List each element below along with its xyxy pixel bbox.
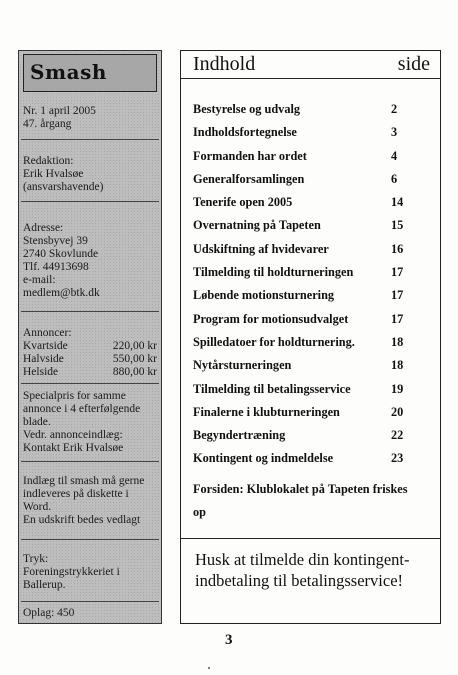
- special-line: Specialpris for samme: [23, 390, 126, 402]
- toc-entry-page: 6: [391, 171, 398, 186]
- ad-rate-name: Helside: [23, 366, 59, 378]
- toc-entry-title: Finalerne i klubturneringen: [193, 404, 340, 419]
- toc-entry-page: 18: [391, 358, 404, 373]
- toc-list: [193, 102, 433, 475]
- toc-entry-page: 17: [391, 265, 404, 280]
- toc-entry-title: Udskiftning af hvidevarer: [193, 241, 329, 256]
- submission-info: [23, 475, 144, 527]
- editor-name: Erik Hvalsøe: [23, 168, 84, 180]
- ad-rate-price: 550,00 kr: [112, 353, 157, 365]
- ad-contact-line: Kontakt Erik Hvalsøe: [23, 442, 124, 454]
- toc-entry: [193, 195, 433, 218]
- email: medlem@btk.dk: [23, 287, 100, 299]
- submission-line: indleveres på diskette i: [23, 488, 129, 500]
- toc-page-header: side: [397, 53, 430, 75]
- submission-line: Word.: [23, 501, 52, 513]
- toc-entry: [193, 265, 433, 288]
- toc-entry-page: 17: [391, 288, 404, 303]
- special-line: annonce i 4 efterfølgende: [23, 403, 141, 415]
- reminder-box: [181, 538, 440, 624]
- toc-entry-page: 19: [391, 381, 404, 396]
- toc-entry-page: 18: [391, 334, 404, 349]
- volume: 47. årgang: [23, 118, 72, 130]
- toc-entry: [193, 218, 433, 241]
- ad-rate-name: Kvartside: [23, 340, 68, 352]
- toc-entry-page: 4: [391, 148, 398, 163]
- toc-entry: [193, 288, 433, 311]
- toc-entry: [193, 102, 433, 125]
- divider: [21, 461, 159, 462]
- ad-rate-name: Halvside: [23, 353, 64, 365]
- toc-entry: [193, 405, 433, 428]
- special-line: blade.: [23, 416, 51, 428]
- toc-entry-page: 17: [391, 311, 404, 326]
- submission-line: En udskrift bedes vedlagt: [23, 514, 141, 526]
- toc-entry-page: 20: [391, 404, 404, 419]
- toc-entry: [193, 335, 433, 358]
- toc-header: [181, 51, 440, 79]
- masthead: [23, 54, 157, 92]
- print-speck: [208, 667, 210, 669]
- toc-entry-title: Nytårsturneringen: [193, 358, 292, 373]
- toc-entry-title: Tilmelding til holdturneringen: [193, 265, 354, 280]
- toc-entry-title: Spilledatoer for holdturnering.: [193, 334, 355, 349]
- toc-entry-title: Indholdsfortegnelse: [193, 125, 297, 140]
- toc-entry: [193, 382, 433, 405]
- printer-place: Ballerup.: [23, 579, 66, 591]
- issue-info: [23, 105, 96, 131]
- divider: [21, 311, 159, 312]
- toc-entry: [193, 451, 433, 474]
- divider: [21, 201, 159, 202]
- reminder-text: [195, 549, 435, 591]
- ad-special-offer: [23, 390, 140, 455]
- ad-rate-row: [23, 353, 159, 366]
- toc-entry-title: Kontingent og indmeldelse: [193, 451, 334, 466]
- toc-entry-page: 23: [391, 451, 404, 466]
- divider: [21, 539, 159, 540]
- cover-note-line: Forsiden: Klublokalet på Tapeten friskes: [193, 482, 408, 496]
- toc-entry-title: Tilmelding til betalingsservice: [193, 381, 351, 396]
- ad-rate-row: [23, 340, 159, 353]
- city: 2740 Skovlunde: [23, 248, 99, 260]
- colophon-column: [18, 50, 162, 624]
- submission-line: Indlæg til smash må gerne: [23, 475, 145, 487]
- toc-entry-title: Tenerife open 2005: [193, 195, 293, 210]
- toc-entry: [193, 312, 433, 335]
- toc-entry: [193, 172, 433, 195]
- page-number: 3: [225, 632, 233, 648]
- toc-entry: [193, 125, 433, 148]
- toc-entry-title: Program for motionsudvalget: [193, 311, 349, 326]
- circulation: [23, 607, 74, 620]
- cover-note-line: op: [193, 505, 206, 519]
- editor-role: (ansvarshavende): [23, 181, 104, 193]
- toc-entry: [193, 358, 433, 381]
- toc-entry: [193, 242, 433, 265]
- toc-entry: [193, 428, 433, 451]
- toc-entry-page: 15: [391, 218, 404, 233]
- issue-number: Nr. 1 april 2005: [23, 105, 96, 117]
- circulation-text: Oplag: 450: [23, 607, 75, 619]
- print-info: [23, 553, 120, 592]
- reminder-line: indbetaling til betalingsservice!: [195, 571, 404, 590]
- ads-label: Annoncer:: [23, 327, 72, 339]
- address-label: Adresse:: [23, 222, 64, 234]
- street: Stensbyvej 39: [23, 235, 88, 247]
- divider: [21, 383, 159, 384]
- toc-entry-page: 22: [391, 428, 404, 443]
- toc-entry-title: Bestyrelse og udvalg: [193, 102, 301, 116]
- editorial-label: Redaktion:: [23, 155, 74, 167]
- toc-entry-title: Løbende motionsturnering: [193, 288, 335, 303]
- toc-entry-title: Generalforsamlingen: [193, 171, 305, 186]
- toc-entry-page: 2: [391, 102, 398, 116]
- ad-contact-line: Vedr. annonceindlæg:: [23, 429, 123, 441]
- reminder-line: Husk at tilmelde din kontingent-: [195, 550, 410, 569]
- ad-rate-row: [23, 366, 159, 379]
- table-of-contents: [180, 50, 441, 624]
- toc-entry-title: Formanden har ordet: [193, 148, 307, 163]
- printer-name: Foreningstrykkeriet i: [23, 566, 120, 578]
- toc-entry-page: 14: [391, 195, 404, 210]
- divider: [21, 139, 159, 140]
- email-label: e-mail:: [23, 274, 56, 286]
- toc-entry-page: 3: [391, 125, 398, 140]
- toc-entry-page: 16: [391, 241, 404, 256]
- editorial-info: [23, 155, 103, 194]
- toc-entry-title: Overnatning på Tapeten: [193, 218, 321, 233]
- print-label: Tryk:: [23, 553, 49, 565]
- divider: [21, 601, 159, 602]
- toc-entry-title: Begyndertræning: [193, 428, 286, 443]
- phone: Tlf. 44913698: [23, 261, 89, 273]
- magazine-logo: Smash: [30, 60, 107, 84]
- toc-entry: [193, 149, 433, 172]
- ad-rates: [23, 327, 159, 379]
- ad-rate-price: 220,00 kr: [112, 340, 157, 352]
- toc-title: Indhold: [193, 53, 256, 75]
- address-info: [23, 222, 100, 300]
- ad-rate-price: 880,00 kr: [112, 366, 157, 378]
- cover-note: [193, 478, 441, 524]
